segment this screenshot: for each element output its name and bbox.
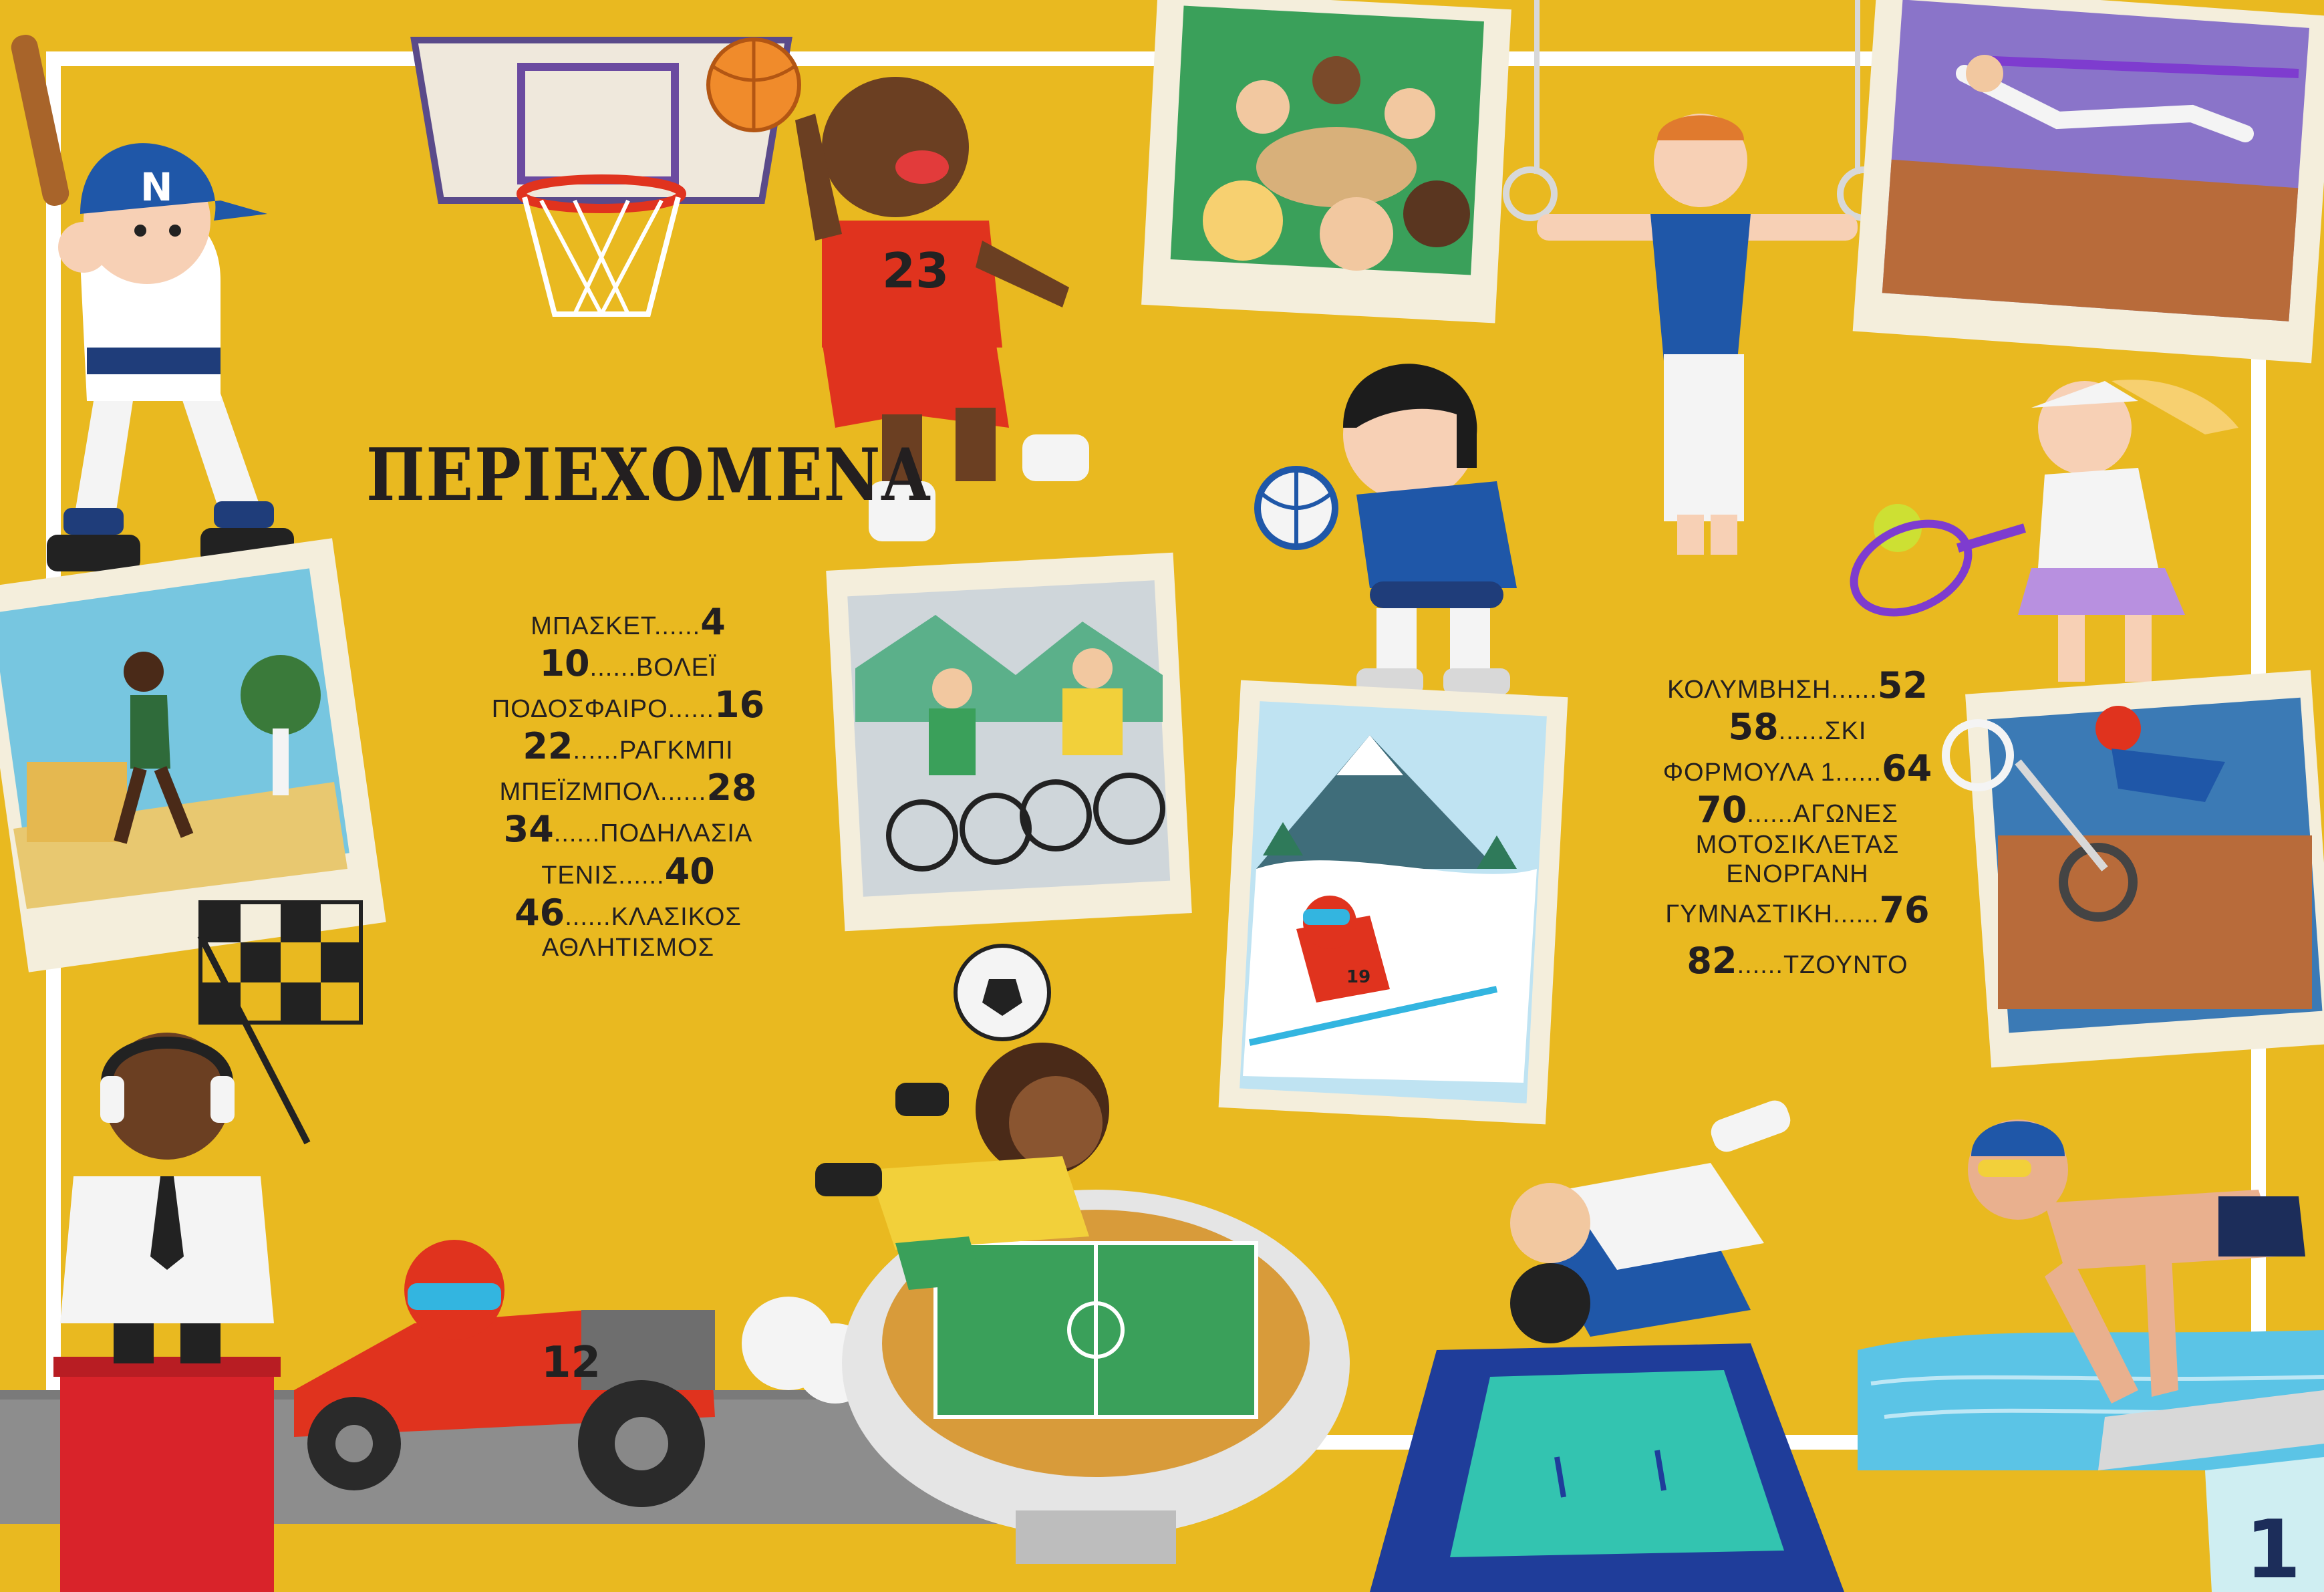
bars-gymnast-photo-illustration (1853, 0, 2324, 363)
toc-entry-motorcycle-racing[interactable]: 70......ΑΓΩΝΕΣ ΜΟΤΟΣΙΚΛΕΤΑΣ (1695, 789, 1900, 859)
toc-entry-swimming[interactable]: ΚΟΛΥΜΒΗΣΗ......52 (1667, 664, 1928, 706)
toc-entry-gymnastics[interactable]: ΕΝΟΡΓΑΝΗ ΓΥΜΝΑΣΤΙΚΗ......76 (1665, 860, 1930, 931)
marathon-photo-illustration (0, 538, 386, 972)
toc-entry-cycling[interactable]: 34......ΠΟΔΗΛΑΣΙΑ (503, 808, 753, 851)
toc-entry-tennis[interactable]: ΤΕΝΙΣ......40 (541, 849, 715, 892)
contents-list-left (401, 602, 855, 962)
cycling-photo-illustration (826, 553, 1192, 931)
toc-entry-baseball[interactable]: ΜΠΕΪΖΜΠΟΛ......28 (499, 767, 757, 809)
toc-entry-rugby[interactable]: 22......ΡΑΓΚΜΠΙ (523, 725, 734, 768)
contents-list-right (1557, 665, 2038, 982)
volleyball-player-illustration (1258, 364, 1517, 695)
starting-block-number: 1 (2245, 1504, 2301, 1592)
skiing-photo-illustration (1219, 680, 1568, 1125)
helmet-letter: N (140, 164, 173, 210)
ski-bib-number: 19 (1346, 967, 1371, 987)
toc-entry-football[interactable]: ΠΟΔΟΣΦΑΙΡΟ......16 (491, 684, 765, 726)
toc-entry-judo[interactable]: 82......ΤΖΟΥΝΤΟ (1687, 939, 1908, 982)
tennis-player-illustration (1840, 380, 2238, 682)
car-number: 12 (541, 1338, 601, 1387)
toc-entry-basketball[interactable]: ΜΠΑΣΚΕΤ......4 (531, 601, 726, 643)
judo-illustration (1370, 1097, 1844, 1592)
page-title: ΠΕΡΙΕΧΟΜΕΝΑ (366, 433, 931, 517)
toc-entry-athletics[interactable]: 46......ΚΛΑΣΙΚΟΣ ΑΘΛΗΤΙΣΜΟΣ (515, 891, 742, 962)
toc-entry-volleyball[interactable]: 10......ΒΟΛΕΪ (539, 642, 717, 685)
gymnast-rings-illustration (1506, 0, 1888, 555)
toc-entry-formula-1[interactable]: ΦΟΡΜΟΥΛΑ 1......64 (1662, 747, 1932, 790)
crowd-photo-illustration (1141, 0, 1511, 323)
jersey-number: 23 (882, 243, 950, 299)
toc-entry-ski[interactable]: 58......ΣΚΙ (1728, 706, 1867, 749)
